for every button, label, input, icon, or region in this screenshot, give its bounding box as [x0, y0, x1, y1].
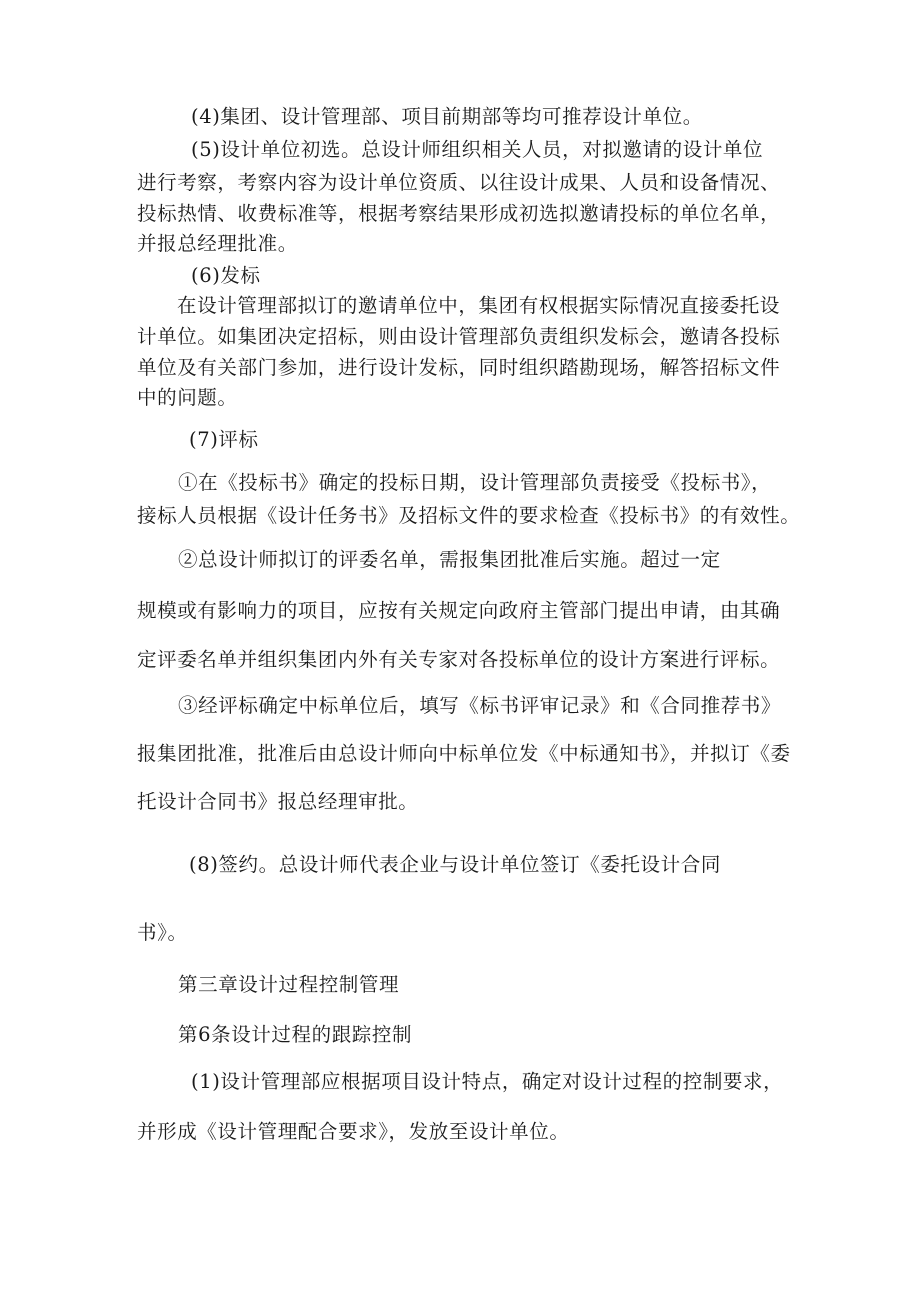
paragraph-line: (4)集团、设计管理部、项目前期部等均可推荐设计单位。 — [191, 105, 703, 128]
paragraph-line: 定评委名单并组织集团内外有关专家对各投标单位的设计方案进行评标。 — [137, 648, 781, 671]
paragraph-line: (5)设计单位初选。总设计师组织相关人员，对拟邀请的设计单位 — [191, 138, 764, 161]
paragraph-line: 中的问题。 — [137, 386, 238, 409]
paragraph-line: 并形成《设计管理配合要求》，发放至设计单位。 — [137, 1120, 570, 1143]
paragraph-line: 在设计管理部拟订的邀请单位中，集团有权根据实际情况直接委托设 — [177, 294, 781, 317]
paragraph-line: 书》。 — [137, 921, 188, 944]
paragraph-line: 托设计合同书》报总经理审批。 — [137, 790, 419, 813]
paragraph-line: ②总设计师拟订的评委名单，需报集团批准后实施。超过一定 — [178, 548, 721, 571]
paragraph-line: ①在《投标书》确定的投标日期，设计管理部负责接受《投标书》， — [178, 471, 772, 494]
article-heading: 第6条设计过程的跟踪控制 — [178, 1023, 413, 1046]
paragraph-line: 规模或有影响力的项目，应按有关规定向政府主管部门提出申请，由其确 — [137, 599, 781, 622]
paragraph-line: 单位及有关部门参加，进行设计发标，同时组织踏勘现场，解答招标文件 — [137, 356, 781, 379]
paragraph-line: (8)签约。总设计师代表企业与设计单位签订《委托设计合同 — [189, 853, 721, 876]
paragraph-line: 接标人员根据《设计任务书》及招标文件的要求检查《投标书》的有效性。 — [137, 504, 801, 527]
paragraph-line: (1)设计管理部应根据项目设计特点，确定对设计过程的控制要求， — [191, 1070, 784, 1093]
chapter-heading: 第三章设计过程控制管理 — [178, 973, 400, 996]
section-heading: (6)发标 — [191, 264, 261, 287]
section-heading: (7)评标 — [189, 428, 259, 451]
paragraph-line: 进行考察，考察内容为设计单位资质、以往设计成果、人员和设备情况、 — [137, 171, 781, 194]
paragraph-line: 并报总经理批准。 — [137, 232, 298, 255]
paragraph-line: ③经评标确定中标单位后，填写《标书评审记录》和《合同推荐书》 — [178, 694, 782, 717]
paragraph-line: 投标热情、收费标准等，根据考察结果形成初选拟邀请投标的单位名单， — [137, 202, 781, 225]
paragraph-line: 计单位。如集团决定招标，则由设计管理部负责组织发标会，邀请各投标 — [137, 325, 781, 348]
paragraph-line: 报集团批准，批准后由总设计师向中标单位发《中标通知书》，并拟订《委 — [137, 742, 791, 765]
